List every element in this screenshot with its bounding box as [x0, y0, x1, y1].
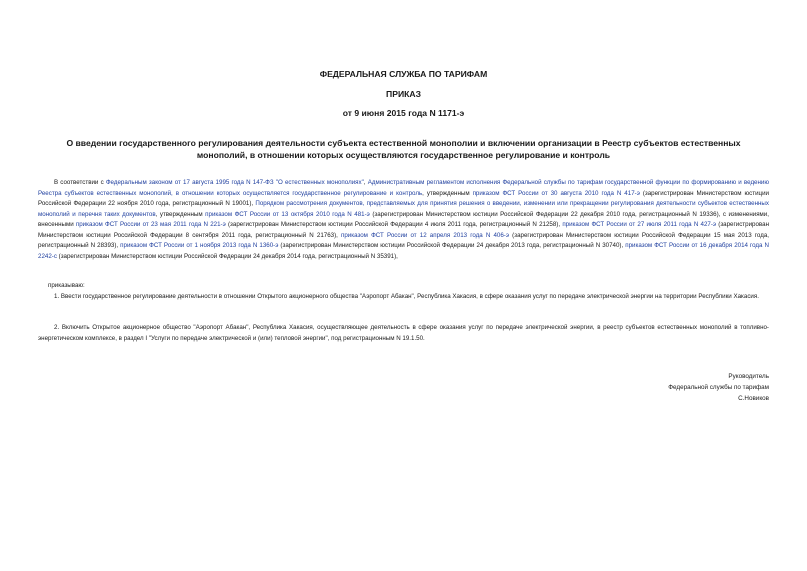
link-order-221[interactable]: приказом ФСТ России от 23 мая 2011 года N 221-э: [75, 221, 226, 228]
link-order-427[interactable]: приказом ФСТ России от 27 июля 2011 года N 427-э: [562, 221, 717, 228]
preamble-text: В соответствии с: [54, 179, 106, 186]
order-item-1: 1. Ввести государственное регулирование деятельности в отношении Открытого акционерного общества "Аэропорт Абакан", Республика Хакасия, в сфере оказания услуг по передаче электрической энергии на территории Республики Хакасия.: [54, 293, 759, 300]
agency-title: ФЕДЕРАЛЬНАЯ СЛУЖБА ПО ТАРИФАМ: [319, 69, 488, 79]
document-subject: О введении государственного регулирования деятельности субъекта естественной монополии и включении организации в Реестр субъектов естественных монополий, в отношении которых осуществляются государственное регулирование и контроль: [66, 138, 741, 160]
link-order-406[interactable]: приказом ФСТ России от 12 апреля 2013 года N 406-э: [341, 231, 510, 239]
order-word: приказываю:: [48, 282, 85, 289]
signature-position: Руководитель: [728, 373, 769, 380]
link-administrative-regulation[interactable]: Административным регламентом исполнения Федеральной службы по тарифам государственной функции по формированию и ведению Реестра субъектов естественных монополий, в отношении которых осуществляется государственное регулирование и контроль: [38, 179, 770, 197]
signature-organization: Федеральной службы по тарифам: [668, 384, 769, 391]
link-order-481[interactable]: приказом ФСТ России от 13 октября 2010 года N 481-э: [205, 210, 370, 218]
link-order-417[interactable]: приказом ФСТ России от 30 августа 2010 года N 417-э: [472, 189, 640, 197]
document-date-number: от 9 июня 2015 года N 1171-э: [342, 108, 465, 118]
signature-name: С.Новиков: [738, 395, 769, 402]
preamble-text: , утвержденным: [422, 189, 473, 197]
document-type: ПРИКАЗ: [386, 89, 421, 99]
preamble-paragraph: [38, 178, 769, 262]
preamble-text: (зарегистрирован Министерством юстиции Российской Федерации 22 ноября 2010 года, регистрационный N 19001),: [38, 189, 770, 207]
link-order-1360[interactable]: приказом ФСТ России от 1 ноября 2013 года N 1360-э: [120, 242, 279, 249]
link-document-review-procedure[interactable]: Порядком рассмотрения документов, представляемых для принятия решения о введении, изменении или прекращении регулирования деятельности субъектов естественных монополий и перечня таких документов: [38, 200, 769, 218]
preamble-text: , утвержденным: [155, 210, 206, 218]
preamble-text: ,: [363, 179, 368, 186]
preamble-text: (зарегистрирован Министерством юстиции Российской Федерации 24 декабря 2014 года, регистрационный N 35391),: [56, 252, 398, 260]
order-item-2: 2. Включить Открытое акционерное общество "Аэропорт Абакан", Республика Хакасия, осуществляющее деятельность в сфере оказания услуг по передаче электрической энергии, в реестр субъектов естественных монополий в топливно-энергетическом комплексе, в раздел I "Услуги по передаче электрической и (или) тепловой энергии", под регистрационным N 19.1.50.: [38, 324, 769, 342]
link-order-2242[interactable]: приказом ФСТ России от 16 декабря 2014 года N 2242-с: [38, 242, 769, 260]
preamble-text: (зарегистрирован Министерством юстиции Российской Федерации 4 июля 2011 года, регистрационный N 21258),: [225, 221, 563, 228]
preamble-text: (зарегистрирован Министерством юстиции Российской Федерации 22 декабря 2010 года, регистрационный N 19336), с изменениями, внесенными: [38, 210, 769, 228]
preamble-text: (зарегистрирован Министерством юстиции Российской Федерации 15 мая 2013 года, регистрационный N 28393),: [38, 231, 769, 249]
link-federal-law-147[interactable]: Федеральным законом от 17 августа 1995 года N 147-ФЗ "О естественных монополиях": [105, 179, 364, 186]
preamble-text: (зарегистрирован Министерством юстиции Российской Федерации 8 сентября 2011 года, регистрационный N 21763),: [38, 221, 769, 239]
preamble-text: (зарегистрирован Министерством юстиции Российской Федерации 24 декабря 2013 года, регистрационный N 30740),: [278, 242, 626, 249]
